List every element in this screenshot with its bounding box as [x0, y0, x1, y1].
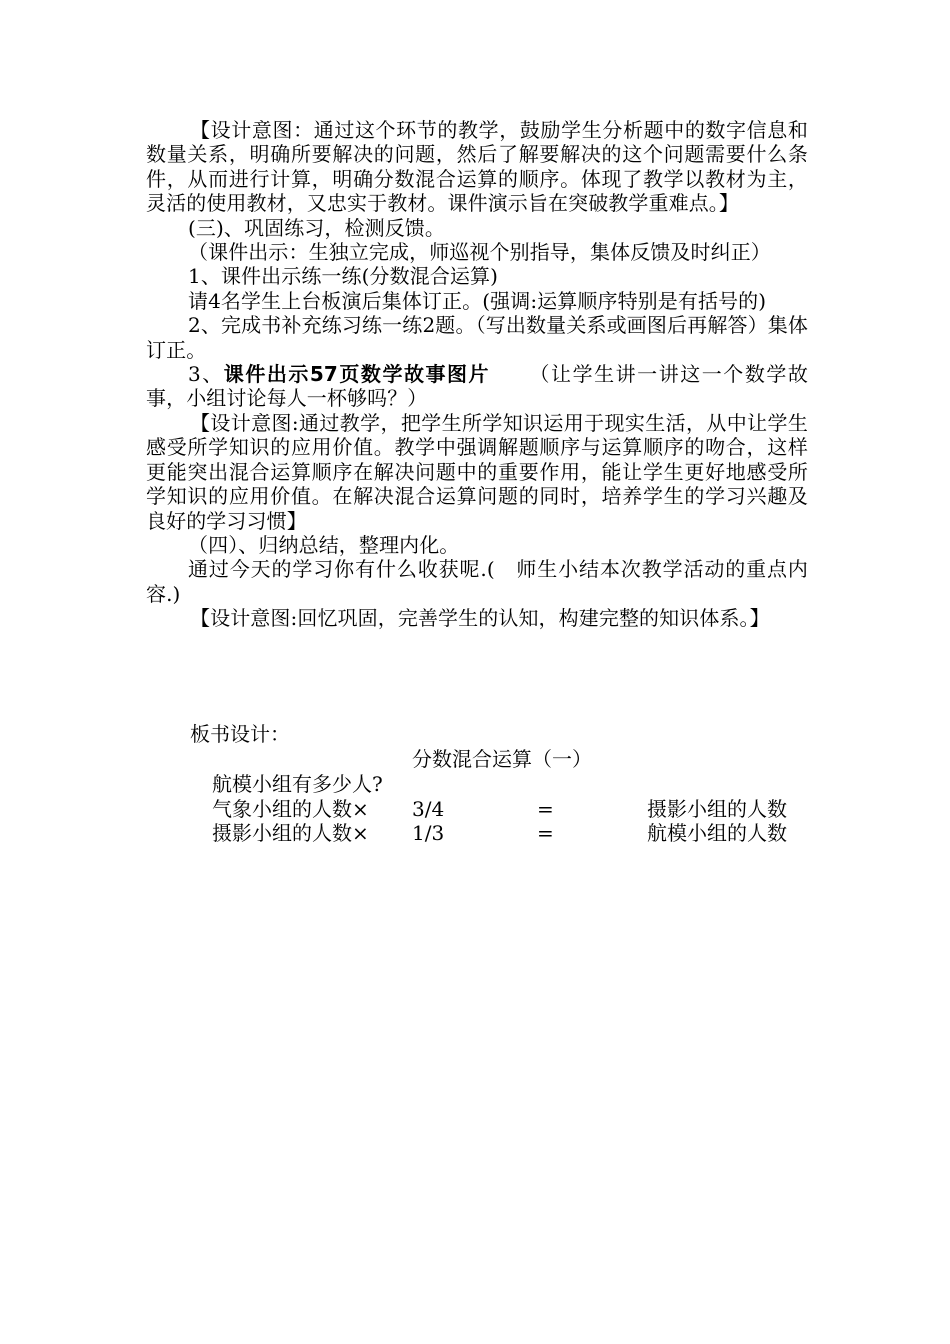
exercise-item-3-bold: 课件出示57页数学故事图片 [223, 362, 491, 387]
exercise-item-3-prefix: 3、 [188, 362, 224, 387]
design-intent-paragraph-2: 【设计意图:通过教学，把学生所学知识运用于现实生活，从中让学生感受所学知识的应用价值。教学中强调解题顺序与运算顺序的吻合，这样更能突出混合运算顺序在解决问题中的重要作用，能让学生更好地感受所学知识的应用价值。在解决混合运算问题的同时，培养学生的学习兴趣及良好的学习习惯】 [146, 410, 808, 533]
exercise-item-1-detail: 请4名学生上台板演后集体订正。(强调:运算顺序特别是有括号的) [188, 288, 767, 313]
board-row-1-equals: = [537, 797, 554, 821]
section-three-heading: (三)、巩固练习，检测反馈。 [188, 215, 446, 240]
design-intent-paragraph-1: 【设计意图：通过这个环节的教学，鼓励学生分析题中的数字信息和数量关系，明确所要解决的问题，然后了解要解决的这个问题需要什么条件，从而进行计算，明确分数混合运算的顺序。体现了教学以教材为主，灵活的使用教材，又忠实于教材。课件演示旨在突破教学重难点。】 [146, 118, 808, 216]
board-row-2-left: 摄影小组的人数× [212, 821, 369, 845]
lesson-text [146, 118, 808, 631]
courseware-note: （课件出示：生独立完成，师巡视个别指导，集体反馈及时纠正） [188, 240, 771, 265]
exercise-item-3 [146, 362, 808, 411]
exercise-item-2: 2、完成书补充练习练一练2题。（写出数量关系或画图后再解答）集体订正。 [146, 313, 808, 362]
summary-question: 通过今天的学习你有什么收获呢.( 师生小结本次教学活动的重点内容.) [146, 557, 808, 606]
section-four-heading: （四）、归纳总结，整理内化。 [188, 532, 460, 557]
exercise-item-1: 1、课件出示练一练(分数混合运算) [188, 264, 499, 289]
board-question: 航模小组有多少人? [212, 772, 383, 796]
board-row-2-fraction: 1/3 [412, 821, 445, 845]
board-row-1-left: 气象小组的人数× [212, 797, 369, 821]
board-row-2-result: 航模小组的人数 [647, 821, 787, 845]
board-row-1-fraction: 3/4 [412, 797, 445, 821]
board-row-1-result: 摄影小组的人数 [647, 797, 787, 821]
exercise-item-3-rest: （让学生讲一讲这一个数学故事，小组讨论每人一杯够吗？） [146, 362, 808, 411]
board-design-label: 板书设计： [190, 722, 290, 746]
board-title: 分数混合运算（一） [412, 747, 592, 771]
board-row-2-equals: = [537, 821, 554, 845]
design-intent-paragraph-3: 【设计意图:回忆巩固，完善学生的认知，构建完整的知识体系。】 [190, 606, 770, 631]
